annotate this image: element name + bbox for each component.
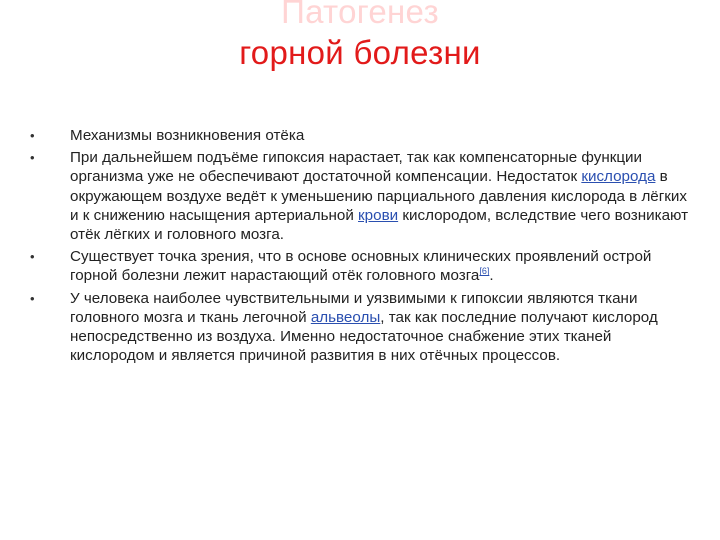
bullet-text: в окружающем воздухе ведёт к уменьшению парциального давления кислорода в лёгких и к снижению насыщения артериальной [70, 168, 688, 224]
link-oxygen[interactable]: кислорода [581, 168, 656, 186]
bullet-item-sensitive-tissues [26, 289, 696, 366]
bullet-text: У человека наиболее чувствительными и уязвимыми к гипоксии являются ткани головного мозга и ткань легочной [70, 289, 638, 326]
bullet-item-mechanisms [26, 126, 696, 145]
bullet-text: . [489, 267, 494, 285]
link-blood[interactable]: крови [358, 206, 399, 224]
bullet-item-hypoxia [26, 148, 696, 244]
bullet-item-viewpoint [26, 247, 696, 285]
reference-link[interactable]: [6] [479, 266, 490, 277]
bullet-dot-icon: • [30, 249, 35, 265]
slide-title-line-1: Патогенез [281, 0, 439, 30]
bullet-text: При дальнейшем подъёме гипоксия нарастает, так как компенсаторные функции организма уже не обеспечивают достаточной компенсации. Недостаток [70, 149, 643, 186]
link-alveoli[interactable]: альвеолы [310, 308, 381, 326]
bullet-text: Существует точка зрения, что в основе основных клинических проявлений острой горной болезни лежит нарастающий отёк головного мозга [70, 248, 652, 285]
slide-title-line-2: горной болезни [239, 34, 481, 71]
bullet-dot-icon: • [30, 128, 35, 143]
bullet-text: Механизмы возникновения отёка [70, 127, 305, 144]
bullet-text: кислородом, вследствие чего возникают отёк лёгких и головного мозга. [70, 206, 689, 244]
bullet-text: , так как последние получают кислород непосредственно из воздуха. Именно недостаточное снабжение этих тканей кислородом и является причиной развития в них отёчных процессов. [70, 308, 658, 365]
bullet-dot-icon: • [30, 150, 35, 166]
bullet-list [26, 126, 696, 368]
slide-title [0, 0, 720, 80]
bullet-dot-icon: • [30, 290, 35, 306]
